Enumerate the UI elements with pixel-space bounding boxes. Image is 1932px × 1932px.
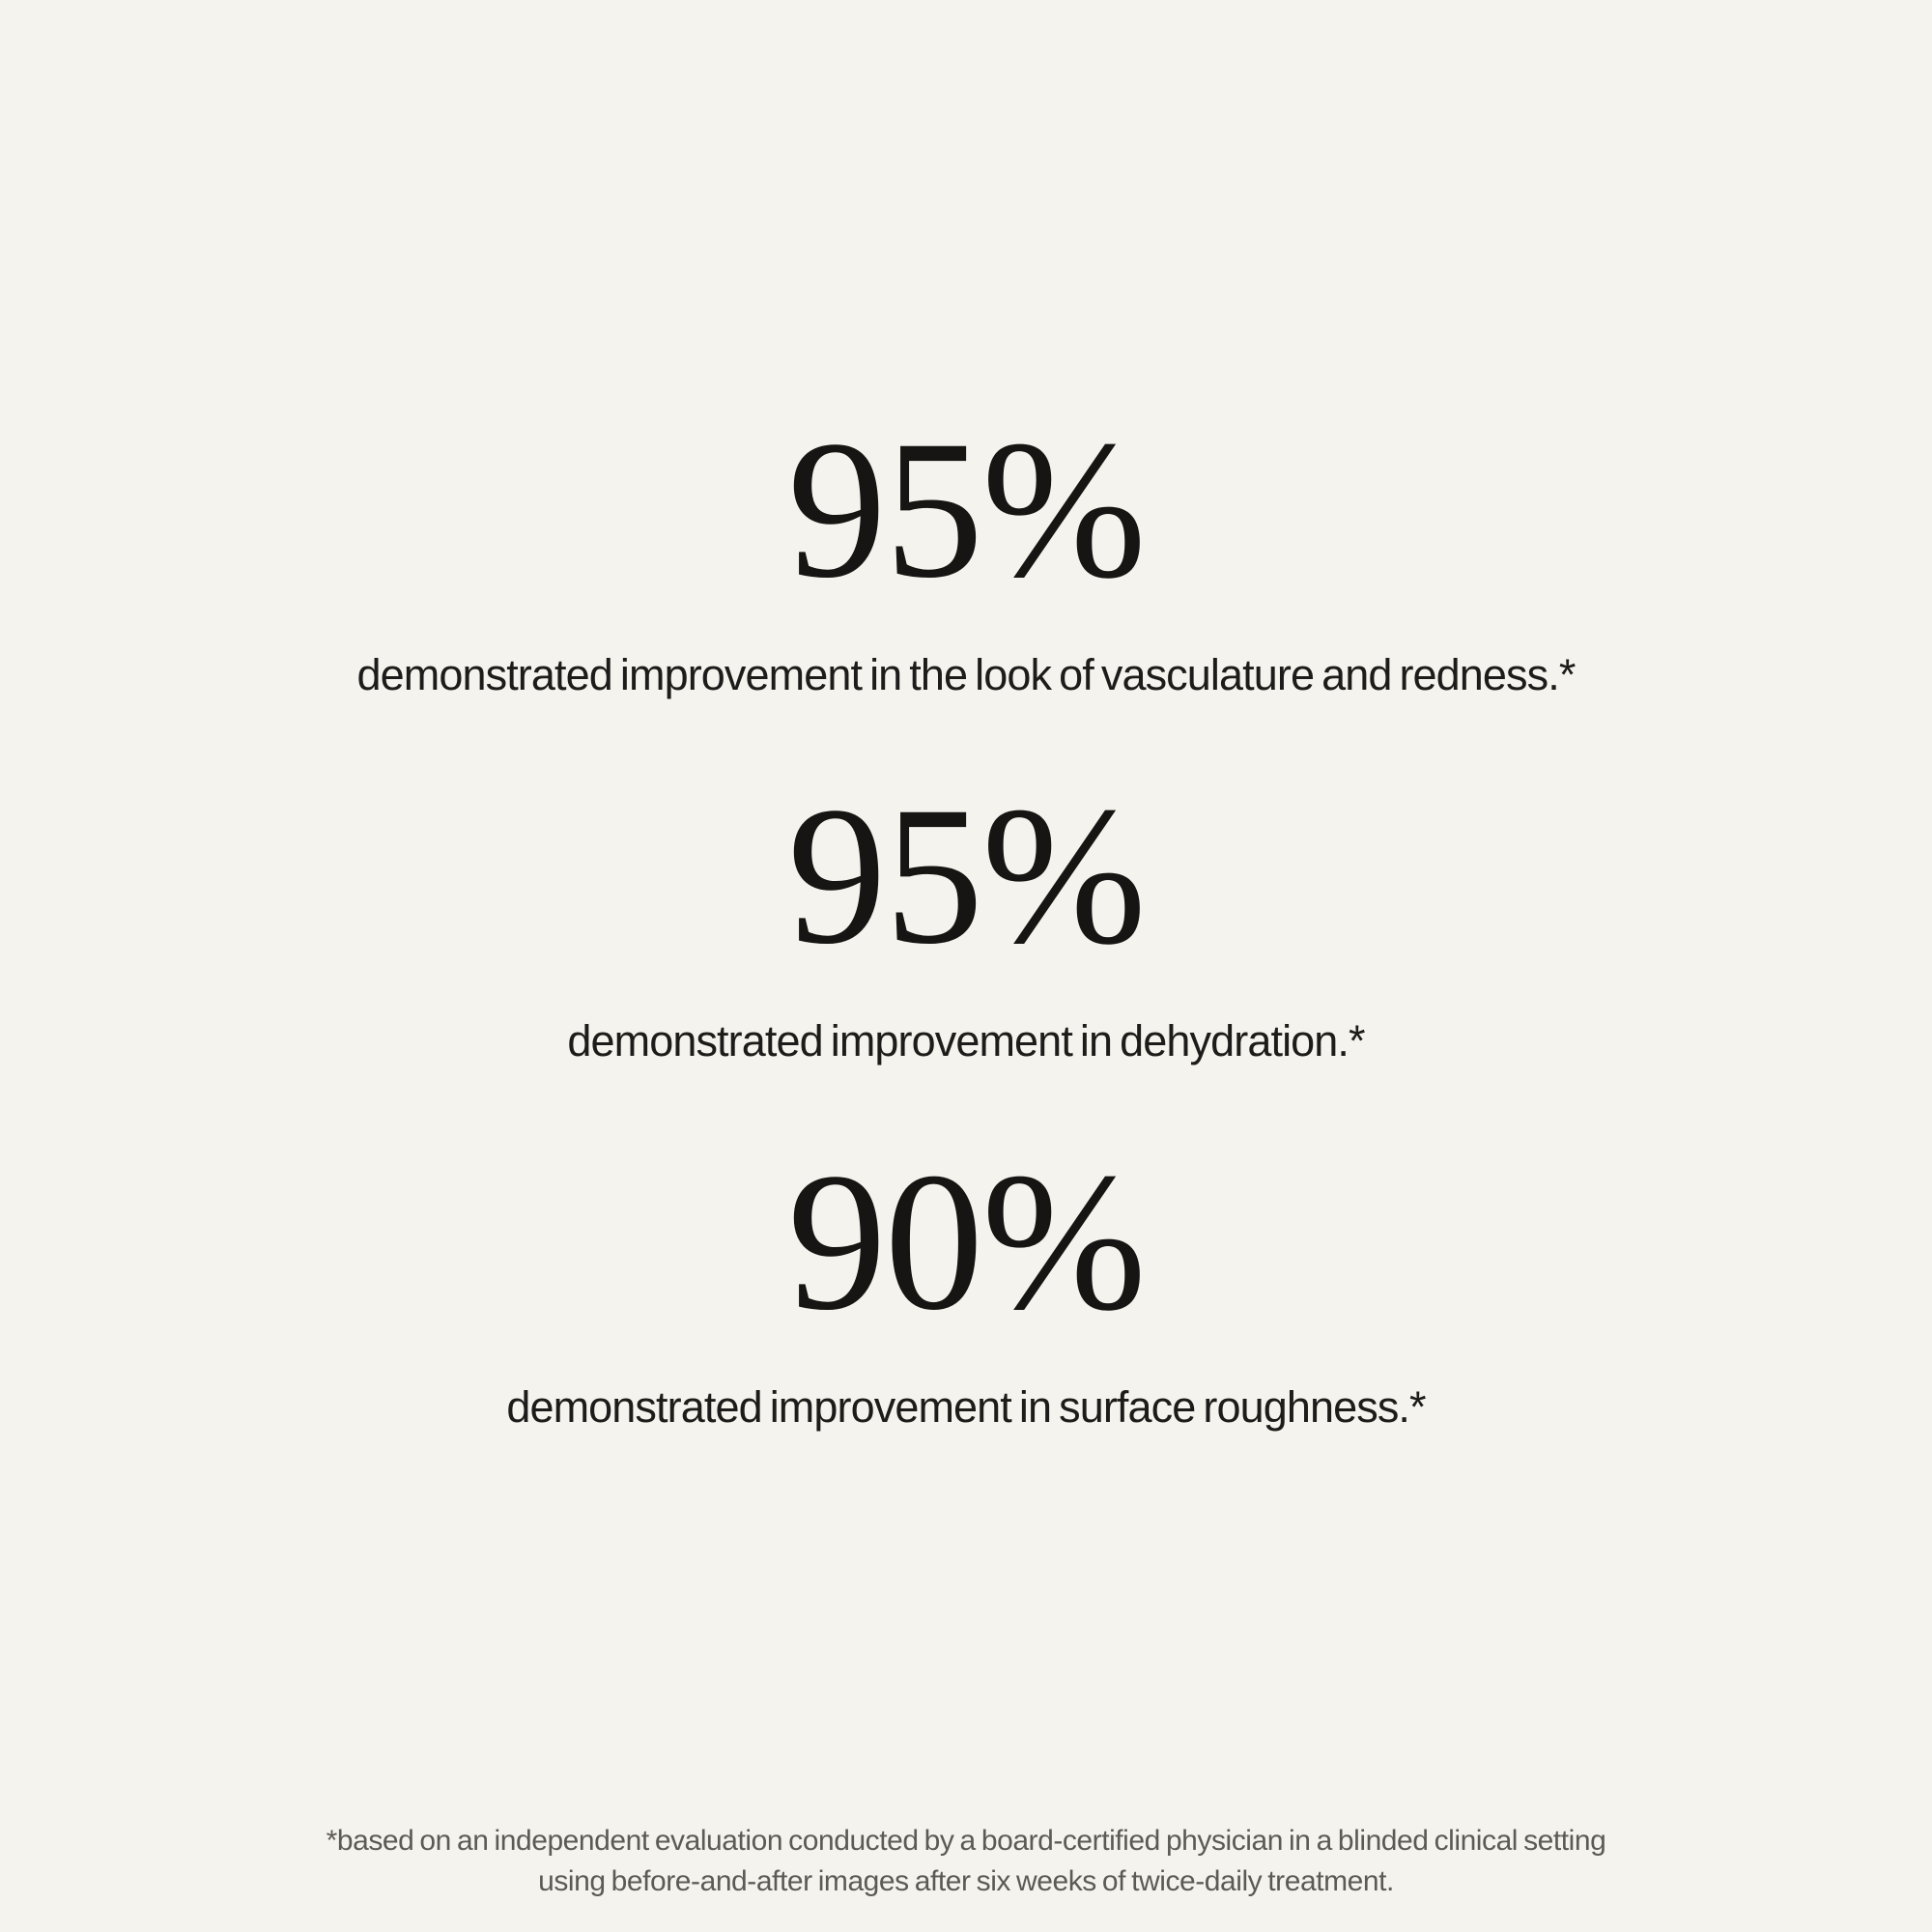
stat-description-surface-roughness: demonstrated improvement in surface roughness.*: [506, 1382, 1426, 1432]
stat-description-vasculature: demonstrated improvement in the look of vasculature and redness.*: [356, 650, 1576, 699]
stat-section-vasculature: [0, 400, 1932, 701]
stat-value-vasculature: 95%: [787, 400, 1145, 619]
stat-description-dehydration: demonstrated improvement in dehydration.*: [567, 1016, 1365, 1065]
stat-value-dehydration: 95%: [787, 766, 1145, 985]
stat-section-dehydration: [0, 766, 1932, 1067]
stat-value-surface-roughness: 90%: [787, 1132, 1145, 1351]
footnote-disclaimer: *based on an independent evaluation conducted by a board-certified physician in a blinded clinical setting using before-and-after images after six weeks of twice-daily treatment.: [326, 1824, 1606, 1898]
stat-section-surface-roughness: [0, 1132, 1932, 1434]
